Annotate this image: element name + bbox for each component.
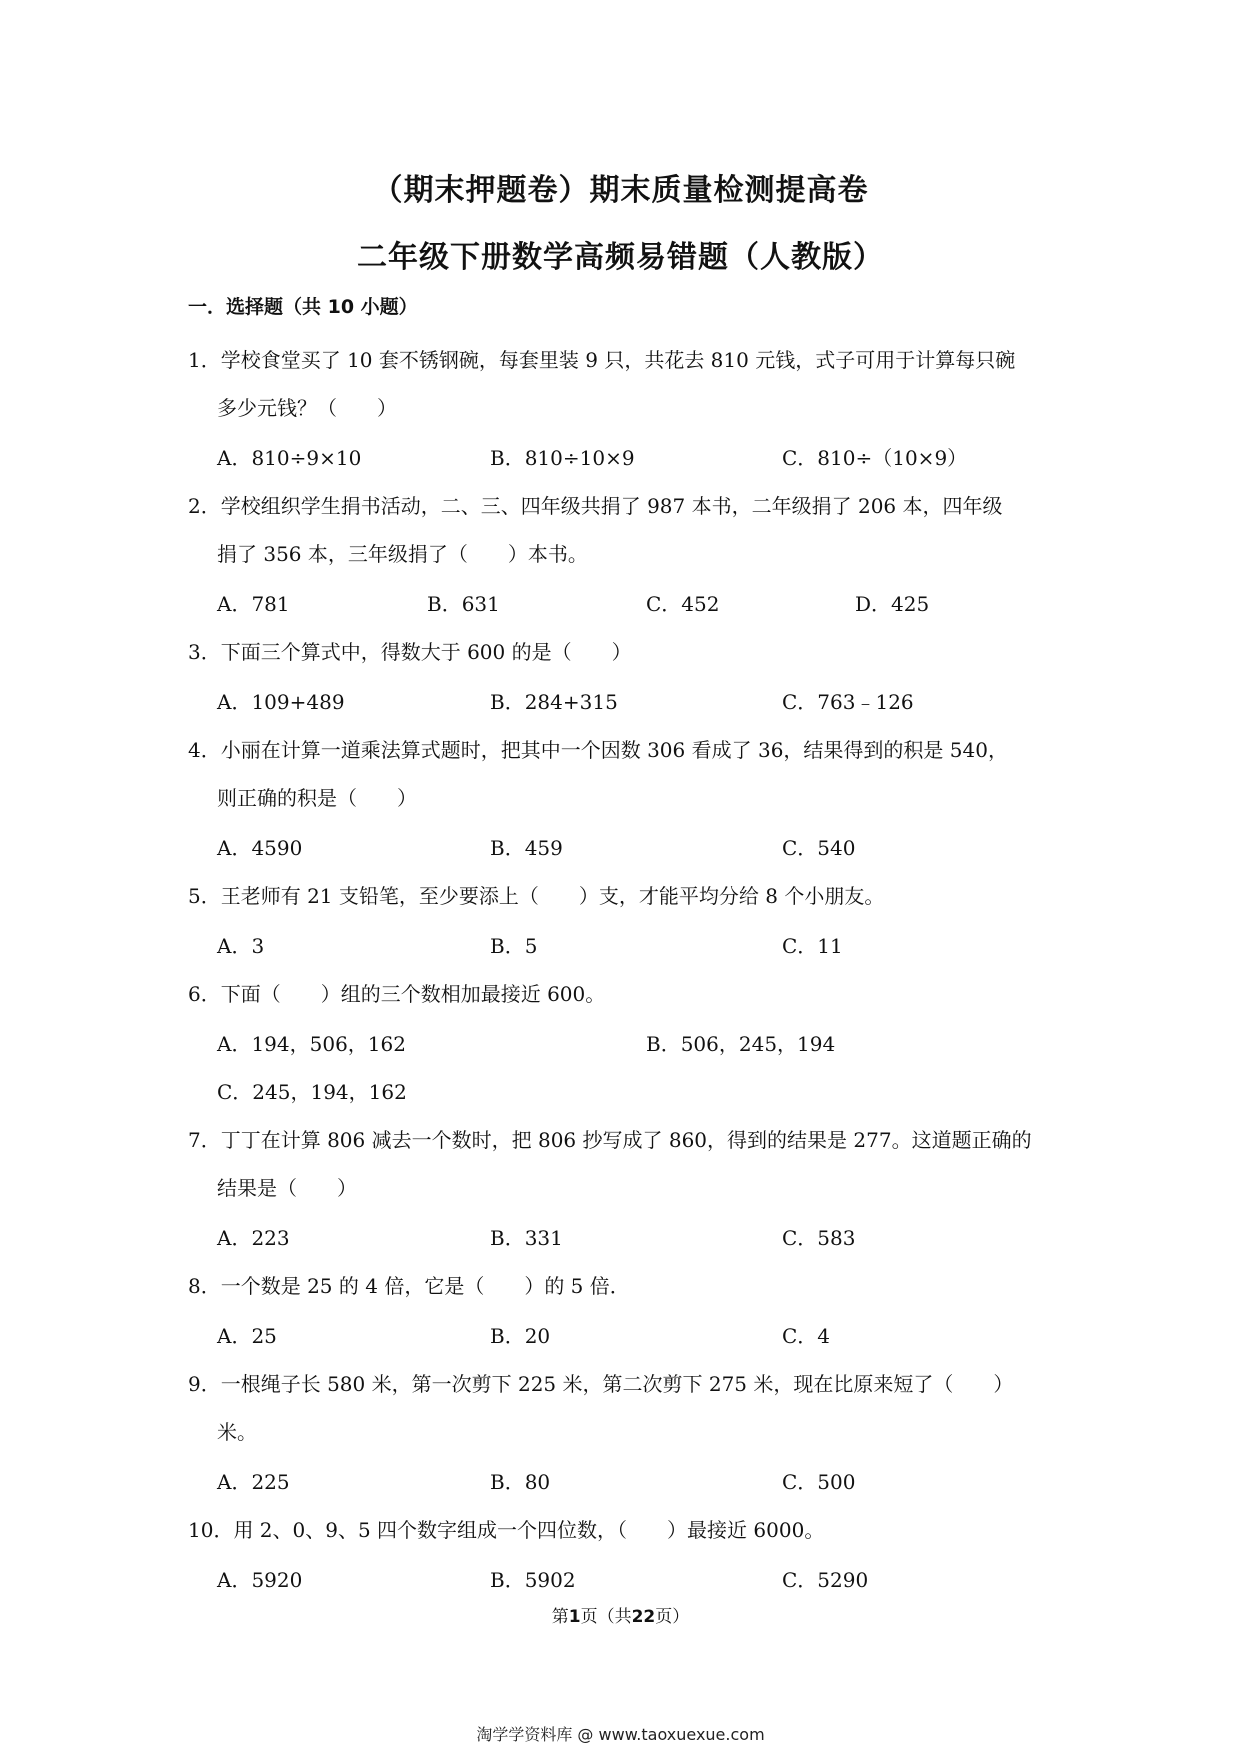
- question-9-option-c: C．500: [782, 1470, 856, 1494]
- question-2-option-b: B．631: [427, 592, 500, 616]
- question-1-option-b: B．810÷10×9: [490, 446, 635, 470]
- question-6-option-a: A．194，506，162: [217, 1032, 406, 1056]
- question-9-text: 9．一根绳子长 580 米，第一次剪下 225 米，第二次剪下 275 米，现在比原来短了（ ）: [188, 1372, 1014, 1396]
- question-1-text-cont: 多少元钱？（ ）: [217, 396, 397, 420]
- page-number-current: 1: [568, 1607, 581, 1627]
- question-4-option-a: A．4590: [217, 836, 303, 860]
- question-5-option-b: B．5: [490, 934, 538, 958]
- question-1-option-c: C．810÷（10×9）: [782, 446, 968, 470]
- question-3-option-a: A．109+489: [217, 690, 345, 714]
- question-4-option-c: C．540: [782, 836, 856, 860]
- question-2-option-a: A．781: [217, 592, 290, 616]
- page-number: [0, 1602, 1241, 1627]
- question-4-option-b: B．459: [490, 836, 563, 860]
- question-5-option-c: C．11: [782, 934, 843, 958]
- page-number-total: 22: [631, 1607, 656, 1627]
- question-3-option-b: B．284+315: [490, 690, 618, 714]
- question-9-option-a: A．225: [217, 1470, 290, 1494]
- question-3-option-c: C．763﹣126: [782, 690, 914, 714]
- question-10-option-a: A．5920: [217, 1568, 303, 1592]
- question-8-text: 8．一个数是 25 的 4 倍，它是（ ）的 5 倍．: [188, 1274, 630, 1298]
- question-2-text-cont: 捐了 356 本，三年级捐了（ ）本书。: [217, 542, 588, 566]
- question-7-text-cont: 结果是（ ）: [217, 1176, 357, 1200]
- question-7-text: 7．丁丁在计算 806 减去一个数时，把 806 抄写成了 860，得到的结果是 277。这道题正确的: [188, 1128, 1032, 1152]
- page-number-prefix: 第: [551, 1607, 569, 1627]
- question-7-option-b: B．331: [490, 1226, 563, 1250]
- question-5-option-a: A．3: [217, 934, 265, 958]
- question-4-text-cont: 则正确的积是（ ）: [217, 786, 417, 810]
- question-7-option-a: A．223: [217, 1226, 290, 1250]
- question-10-option-b: B．5902: [490, 1568, 576, 1592]
- question-8-option-a: A．25: [217, 1324, 277, 1348]
- question-2-option-c: C．452: [646, 592, 720, 616]
- question-6-text: 6．下面（ ）组的三个数相加最接近 600。: [188, 982, 606, 1006]
- source-watermark: 淘学学资料库 @ www.taoxuexue.com: [476, 1725, 765, 1744]
- question-7-option-c: C．583: [782, 1226, 856, 1250]
- question-8-option-c: C．4: [782, 1324, 831, 1348]
- question-9-option-b: B．80: [490, 1470, 551, 1494]
- question-6-option-c: C．245，194，162: [217, 1080, 407, 1104]
- question-5-text: 5．王老师有 21 支铅笔，至少要添上（ ）支，才能平均分给 8 个小朋友。: [188, 884, 885, 908]
- question-8-option-b: B．20: [490, 1324, 551, 1348]
- question-2-option-d: D．425: [855, 592, 930, 616]
- exam-title-line2: 二年级下册数学高频易错题（人教版）: [357, 240, 884, 275]
- question-10-option-c: C．5290: [782, 1568, 869, 1592]
- section-header: 一．选择题（共 10 小题）: [188, 296, 418, 318]
- question-9-text-cont: 米。: [217, 1420, 257, 1444]
- question-6-option-b: B．506，245，194: [646, 1032, 836, 1056]
- question-1-text: 1．学校食堂买了 10 套不锈钢碗，每套里装 9 只，共花去 810 元钱，式子可用于计算每只碗: [188, 348, 1016, 372]
- page-number-middle: 页（共: [580, 1607, 632, 1627]
- question-2-text: 2．学校组织学生捐书活动，二、三、四年级共捐了 987 本书，二年级捐了 206 本，四年级: [188, 494, 1003, 518]
- exam-title-line1: （期末押题卷）期末质量检测提高卷: [372, 173, 869, 208]
- question-10-text: 10．用 2、0、9、5 四个数字组成一个四位数，（ ）最接近 6000。: [188, 1518, 825, 1542]
- question-4-text: 4．小丽在计算一道乘法算式题时，把其中一个因数 306 看成了 36，结果得到的积是 540，: [188, 738, 1008, 762]
- page-number-suffix: 页）: [655, 1607, 690, 1627]
- question-1-option-a: A．810÷9×10: [217, 446, 362, 470]
- question-3-text: 3．下面三个算式中，得数大于 600 的是（ ）: [188, 640, 632, 664]
